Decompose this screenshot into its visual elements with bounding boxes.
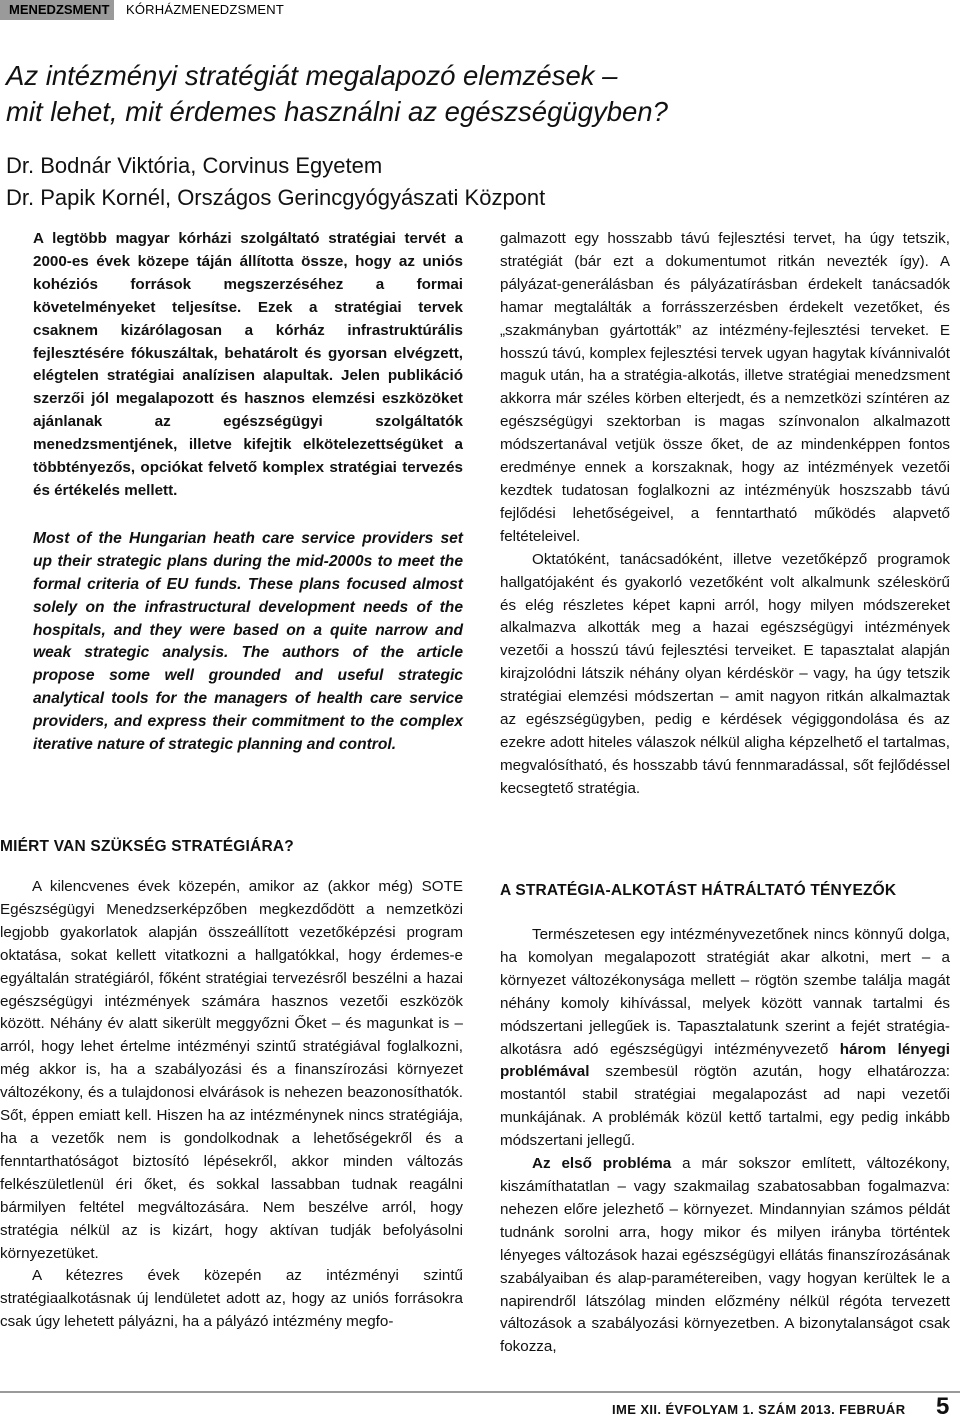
- text-run: szembesül rögtön azután, hogy elhatározza: mostantól stabil stratégiai megalapozást ad napi vezetői munkájának. A problémák közül kettő tartalmi, egy pedig inkább módszertani jellegű.: [500, 1063, 950, 1150]
- running-header: [0, 0, 960, 20]
- text-run: a már sokszor említett, változékony, kiszámíthatatlan – vagy szakmailag szabatosabban fogalmazva: nehezen előre jelezhető – környezet. Mindannyian számos példát tudnánk sorolni arra, hogy mikor és milyen irányba történtek lényeges változások hazai egészségügyi ellátás finanszírozásának szabályaiban és alap-paramétereiben, vagy hogyan kerültek le a napirendről látszólag minden előzmény nélkül régóta tervezett változások a szabályozási környezetben. A bizonytalanságot csak fokozza,: [500, 1155, 950, 1356]
- footer-rule: [0, 1391, 960, 1393]
- body-paragraph: A kilencvenes évek közepén, amikor az (akkor még) SOTE Egészségügyi Menedzserképzőben megkezdődött a nemzetközi legjobb gyakorlatok alapján összeállított vezetőképzési program oktatása, sokat kellett vitatkozni a hallgatókkal, hogy érdemes-e egyáltalán stratégiáról, főként stratégiai tervezésről beszélni a hazai egészségügyi intézmények számára hasznos vezetői eszközök között. Néhány év alatt sikerült meggyőzni Őket – és magunkat is – arról, hogy lehet értelme intézményi szintű stratégiával foglalkozni, még akkor is, ha a szabályozási és a finanszírozási környezet változékony, és a tulajdonosi elvárások is nehezen beazonosíthatók. Sőt, éppen emiatt kell. Hiszen ha az intézménynek nincs stratégiája, ha a vezetők nem is gondolkodnak a lehetőségekről és a fenntarthatóságot biztosító lépésekről, akkor minden változás felkészületlenül éri őket, és sokkal lassabban tudnak reagálni bármilyen feltétel megváltozására. Nem beszélve arról, hogy stratégia nélkül az is kizárt, hogy aktívan tudják befolyásolni környezetüket.: [0, 878, 463, 1262]
- abstract-column: [33, 228, 463, 757]
- emphasis: három lényegi problémával: [500, 1040, 951, 1081]
- title-line-1: Az intézményi stratégiát megalapozó elemzések –: [6, 60, 618, 91]
- body-paragraph: galmazott egy hosszabb távú fejlesztési tervet, ha úgy tetszik, stratégiát (bár ezt a dokumentumot ritkán nevezték így). A pályázat-generálásban és pályázatírásban érdekelt tanácsadók hamar megtalálták a forrásszerzésben érdekelt vezetőket, és „szakmányban gyártották” az intézmény-fejlesztési terveket. E hosszú távú, komplex fejlesztési tervek ugyan hagytak kívánnivalót maguk után, ha a stratégia-alkotás, illetve stratégiai menedzsment akkorra már széles körben elterjedt, és a nemzetközi színtéren az egészségügyi szektorban is magas színvonalon alkalmazott módszertanával vetjük össze őket, de az mindenképpen fontos eredménye ennek a korszaknak, hogy az intézmények vezetői kezdtek tudatosan foglalkozni az intézményük hoszszabb távú fejlődési lehetőségeivel, a fenntartható működés alapvető feltételeivel.: [500, 230, 950, 545]
- page-number: 5: [936, 1393, 950, 1420]
- title-line-2: mit lehet, mit érdemes használni az egészségügyben?: [6, 96, 668, 127]
- section-heading-why-strategy: MIÉRT VAN SZÜKSÉG STRATÉGIÁRA?: [0, 838, 294, 855]
- body-paragraph: A kétezres évek közepén az intézményi szintű stratégiaalkotásnak új lendületet adott az, hogy az uniós forrásokra csak úgy lehetett pályázni, ha a pályázó intézmény megfo-: [0, 1267, 463, 1331]
- abstract-hungarian: A legtöbb magyar kórházi szolgáltató stratégiai tervét a 2000-es évek közepe táján állította össze, hogy az uniós kohéziós források megszerzéséhez a formai követelményeket teljesítse. Ezek a stratégiai tervek csaknem kizárólagosan a kórház infrastruktúrális fejlesztésére fókuszáltak, behatárolt és gyorsan elvégzett, elégtelen stratégiai analízisen alapultak. Jelen publikáció szerzői jól megalapozott és hasznos elemzési eszközöket ajánlanak az egészségügyi szolgáltatók menedzsmentjének, illetve kifejtik elkötelezettségüket a többtényezős, opciókat felvető komplex stratégiai tervezés és értékelés mellett.: [33, 230, 463, 499]
- emphasis: Az első probléma: [532, 1155, 672, 1173]
- abstract-english: Most of the Hungarian heath care service providers set up their strategic plans during the mid-2000s to meet the formal criteria of EU funds. These plans focused almost solely on the infrastructural development needs of the hospitals, and they were based on a quite narrow and weak strategic analysis. The authors of the article propose some well grounded and useful strategic analytical tools for the managers of health care service providers, and express their commitment to the complex iterative nature of strategic planning and control.: [33, 529, 463, 754]
- subsection-label: KÓRHÁZMENEDZSMENT: [126, 2, 284, 17]
- author-list: [6, 150, 906, 214]
- body-paragraph: [500, 1153, 950, 1359]
- article-title: [6, 58, 946, 130]
- author-2: Dr. Papik Kornél, Országos Gerincgyógyászati Központ: [6, 185, 546, 210]
- body-left-column: [0, 876, 463, 1334]
- author-1: Dr. Bodnár Viktória, Corvinus Egyetem: [6, 153, 383, 178]
- body-right-column: [500, 228, 950, 801]
- body-right-lower-column: [500, 924, 950, 1359]
- section-heading-obstacles: A STRATÉGIA-ALKOTÁST HÁTRÁLTATÓ TÉNYEZŐK: [500, 882, 897, 899]
- issue-info: IME XII. ÉVFOLYAM 1. SZÁM 2013. FEBRUÁR: [612, 1402, 906, 1417]
- section-label: MENEDZSMENT: [0, 0, 114, 20]
- body-paragraph: Oktatóként, tanácsadóként, illetve vezetőképző programok hallgatójaként és gyakorló vezetőként volt alkalmunk széleskörű és elég részletes képet kapni arról, hogy milyen módszereket alkalmazva alkották meg a hazai egészségügyi intézmények vezetői a hosszú távú fejlesztési terveiket. E tapasztalat alapján kirajzolódni látszik néhány olyan kérdéskör – vagy, ha úgy tetszik stratégiai elemzési módszertan – amit nagyon ritkán alkalmaztak az egészségügyben, pedig e kérdések végiggondolása és az ezekre adott hiteles válaszok nélkül aligha képzelhető el tartalmas, megvalósítható, és hosszabb távú fennmaradással, sőt fejlődéssel kecsegtető stratégia.: [500, 550, 950, 797]
- text-run: Természetesen egy intézményvezetőnek nincs könnyű dolga, ha komolyan megalapozott stratégiát akar alkotni, mert – a környezet változékonysága mellett – rögtön szembe találja magát néhány komoly kihívással, melyek között vannak tartalmi és módszertani jellegűek is. Tapasztalatunk szerint a fejét stratégia-alkotásra adó egészségügyi intézményvezető: [500, 926, 950, 1058]
- body-paragraph: [500, 924, 950, 1153]
